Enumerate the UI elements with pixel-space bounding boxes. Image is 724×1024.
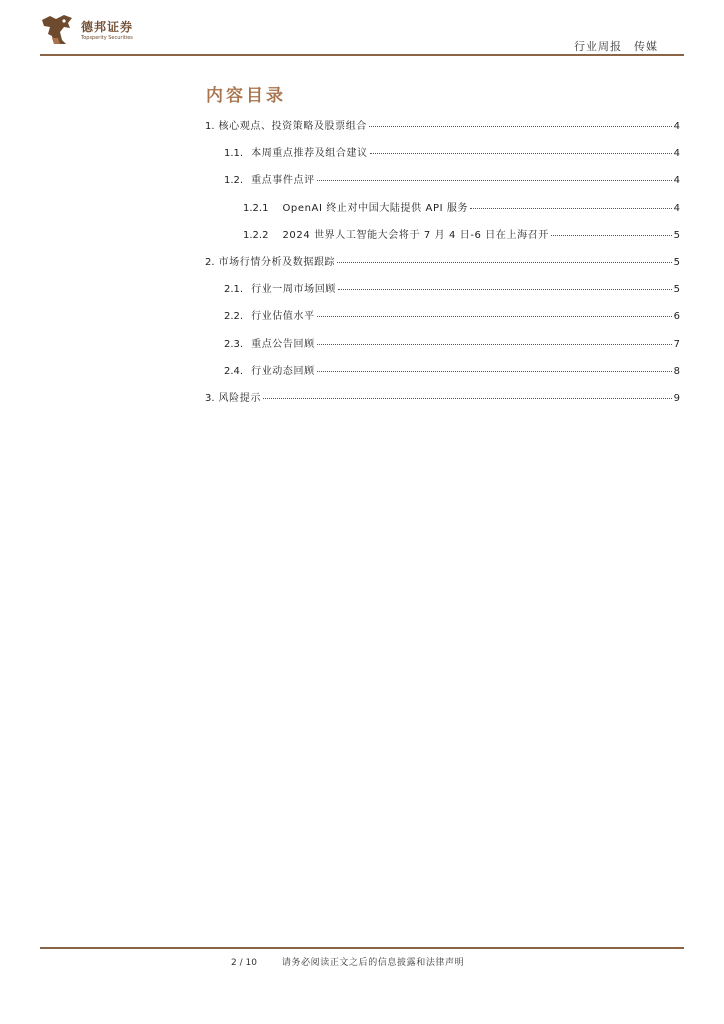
toc-entry-title: 风险提示	[218, 393, 261, 404]
toc-dot-leader	[263, 398, 672, 399]
toc-entry-number: 2.3.	[224, 338, 244, 350]
brand-name-cn: 德邦证券	[81, 20, 134, 34]
toc-title: 内容目录	[206, 86, 286, 106]
toc-entry-number: 1.2.1	[243, 202, 269, 214]
toc-entry-number: 1.2.2	[243, 229, 269, 241]
toc-page-number: 4	[673, 175, 680, 187]
toc-entry[interactable]	[205, 389, 680, 407]
toc-entry-title: 2024 世界人工智能大会将于 7 月 4 日-6 日在上海召开	[282, 229, 549, 241]
bull-logo-icon	[40, 14, 74, 46]
toc-page-number: 4	[673, 121, 680, 132]
toc-entry-number: 2.	[205, 257, 215, 268]
toc-entry[interactable]	[205, 226, 680, 244]
toc-page-number: 8	[673, 365, 680, 377]
toc-entry[interactable]	[205, 117, 680, 135]
toc-entry-number: 2.4.	[224, 365, 244, 377]
toc-entry[interactable]	[205, 280, 680, 298]
toc-dot-leader	[369, 126, 672, 127]
brand-name-en: Topsperity Securities	[81, 35, 133, 41]
disclaimer-notice: 请务必阅读正文之后的信息披露和法律声明	[281, 958, 465, 968]
header-divider	[40, 54, 684, 56]
toc-entry[interactable]	[205, 335, 680, 353]
toc-page-number: 5	[673, 257, 680, 268]
toc-entry[interactable]	[205, 199, 680, 217]
toc-entry-title: 市场行情分析及数据跟踪	[218, 257, 336, 268]
toc-entry[interactable]	[205, 171, 680, 189]
toc-entry-title: OpenAI 终止对中国大陆提供 API 服务	[282, 202, 469, 214]
toc-entry-title: 核心观点、投资策略及股票组合	[218, 121, 367, 132]
toc-entry-title: 重点公告回顾	[251, 338, 315, 350]
toc-entry[interactable]	[205, 362, 680, 380]
toc-entry-title: 本周重点推荐及组合建议	[251, 148, 368, 160]
toc-dot-leader	[551, 235, 672, 236]
toc-entry-number: 2.2.	[224, 311, 244, 323]
toc-entry[interactable]	[205, 253, 680, 271]
toc-entry-title: 行业动态回顾	[251, 365, 315, 377]
toc-entry-number: 1.	[205, 121, 215, 132]
toc-dot-leader	[317, 344, 672, 345]
toc-dot-leader	[317, 180, 672, 181]
toc-entry-title: 行业估值水平	[251, 311, 315, 323]
toc-entry-number: 1.2.	[224, 175, 244, 187]
toc-dot-leader	[317, 371, 672, 372]
toc-dot-leader	[338, 289, 672, 290]
toc-entry[interactable]	[205, 307, 680, 325]
page-indicator: 2 / 10	[231, 958, 257, 968]
toc-dot-leader	[337, 262, 671, 263]
toc-entry-title: 重点事件点评	[251, 175, 315, 187]
toc-entry-number: 2.1.	[224, 284, 244, 296]
toc-entry[interactable]	[205, 144, 680, 162]
toc-dot-leader	[470, 208, 672, 209]
toc-entry-title: 行业一周市场回顾	[251, 284, 336, 296]
page-footer	[231, 955, 464, 968]
footer-divider	[40, 947, 684, 949]
page-header	[40, 12, 684, 56]
toc-page-number: 7	[673, 338, 680, 350]
toc-page-number: 9	[673, 393, 680, 404]
toc-page-number: 4	[673, 148, 680, 160]
toc-dot-leader	[370, 153, 672, 154]
toc-page-number: 6	[673, 311, 680, 323]
toc-page-number: 4	[673, 202, 680, 214]
toc-dot-leader	[317, 316, 672, 317]
toc-entry-number: 1.1.	[224, 148, 244, 160]
toc-page-number: 5	[673, 229, 680, 241]
toc-entry-number: 3.	[205, 393, 215, 404]
toc-page-number: 5	[673, 284, 680, 296]
report-category: 行业周报 传媒	[574, 40, 658, 53]
